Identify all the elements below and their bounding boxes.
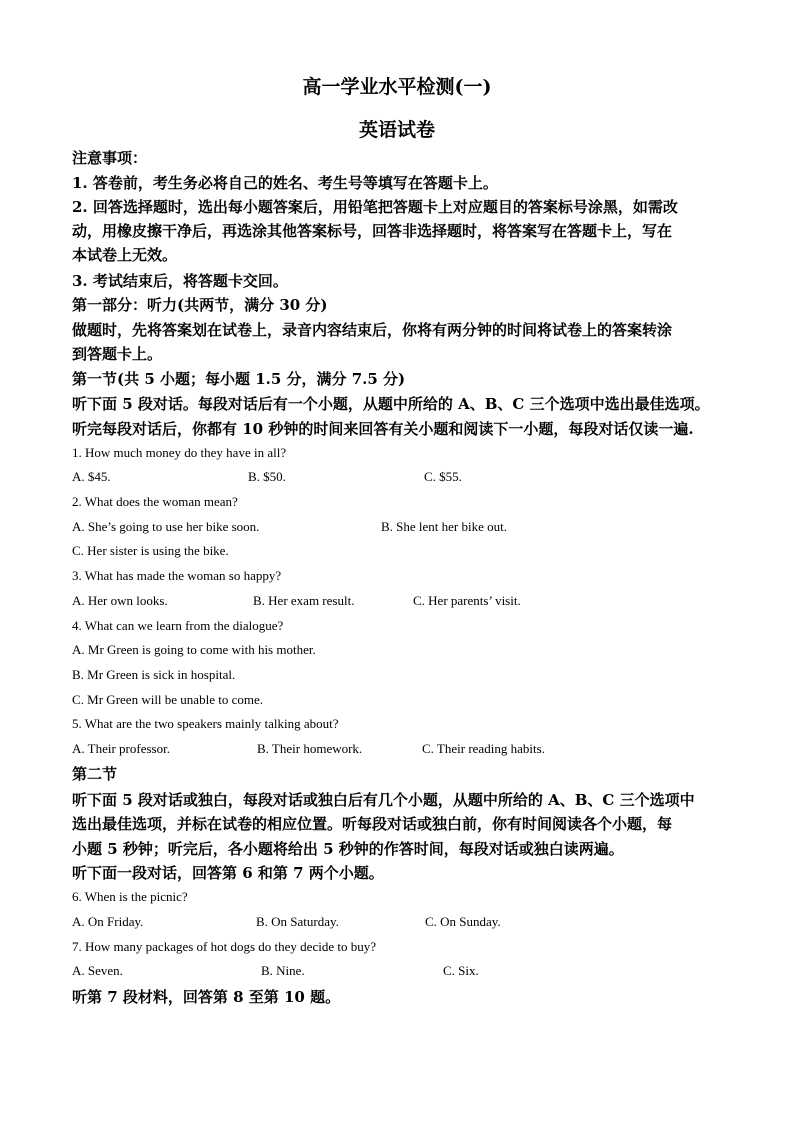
option-a: A. Her own looks.	[72, 593, 168, 608]
part1-instruction-line-1: 做题时，先将答案划在试卷上，录音内容结束后，你将有两分钟的时间将试卷上的答案转涂	[72, 321, 673, 339]
notes-item-1: 1. 答卷前，考生务必将自己的姓名、考生号等填写在答题卡上。	[72, 174, 498, 192]
option-b: B. Mr Green is sick in hospital.	[72, 667, 236, 682]
option-b: B. She lent her bike out.	[381, 519, 508, 534]
page-title: 高一学业水平检测(一)	[302, 76, 492, 98]
option-c: C. Her parents’ visit.	[413, 593, 521, 608]
notes-heading: 注意事项：	[72, 149, 148, 167]
option-b: B. Nine.	[261, 963, 305, 978]
section2-instruction-line-3: 小题 5 秒钟；听完后，各小题将给出 5 秒钟的作答时间，每段对话或独白读两遍。	[72, 840, 624, 858]
option-c: C. Mr Green will be unable to come.	[72, 692, 263, 707]
question-stem: 6. When is the picnic?	[72, 889, 188, 904]
option-b: B. Her exam result.	[253, 593, 355, 608]
option-c: C. $55.	[424, 469, 462, 484]
question-stem: 4. What can we learn from the dialogue?	[72, 618, 284, 633]
option-a: A. Mr Green is going to come with his mother.	[72, 642, 316, 657]
page-subtitle: 英语试卷	[358, 119, 435, 141]
material-7-heading: 听第 7 段材料，回答第 8 至第 10 题。	[72, 988, 341, 1006]
option-b: B. On Saturday.	[256, 914, 339, 929]
option-a: A. Their professor.	[72, 741, 170, 756]
option-b: B. $50.	[248, 469, 286, 484]
notes-item-2-line-2: 动，用橡皮擦干净后，再选涂其他答案标号，回答非选择题时，将答案写在答题卡上，写在	[72, 222, 673, 240]
option-c: C. On Sunday.	[425, 914, 501, 929]
question-stem: 2. What does the woman mean?	[72, 494, 238, 509]
option-a: A. $45.	[72, 469, 111, 484]
notes-item-3: 3. 考试结束后，将答题卡交回。	[72, 272, 288, 290]
option-a: A. She’s going to use her bike soon.	[72, 519, 260, 534]
question-stem: 1. How much money do they have in all?	[72, 445, 287, 460]
part1-instruction-line-2: 到答题卡上。	[72, 345, 163, 363]
section1-instruction-line-1: 听下面 5 段对话。每段对话后有一个小题，从题中所给的 A、B、C 三个选项中选出最佳选项。	[72, 395, 710, 413]
notes-item-2-line-3: 本试卷上无效。	[72, 246, 178, 264]
option-c: C. Their reading habits.	[422, 741, 545, 756]
section2-heading: 第二节	[72, 765, 118, 783]
question-stem: 5. What are the two speakers mainly talking about?	[72, 716, 339, 731]
dialogue-6-heading: 听下面一段对话，回答第 6 和第 7 两个小题。	[72, 864, 384, 882]
option-b: B. Their homework.	[257, 741, 363, 756]
option-a: A. Seven.	[72, 963, 123, 978]
section1-instruction-line-2: 听完每段对话后，你都有 10 秒钟的时间来回答有关小题和阅读下一小题，每段对话仅读一遍.	[72, 420, 694, 438]
question-stem: 7. How many packages of hot dogs do they decide to buy?	[72, 939, 376, 954]
option-a: A. On Friday.	[72, 914, 144, 929]
option-c: C. Her sister is using the bike.	[72, 543, 229, 558]
section1-heading: 第一节(共 5 小题；每小题 1.5 分，满分 7.5 分)	[72, 370, 406, 388]
section2-instruction-line-1: 听下面 5 段对话或独白，每段对话或独白后有几个小题，从题中所给的 A、B、C 三个选项中	[72, 791, 695, 809]
notes-item-2-line-1: 2. 回答选择题时，选出每小题答案后，用铅笔把答题卡上对应题目的答案标号涂黑，如需改	[72, 198, 678, 216]
option-c: C. Six.	[443, 963, 479, 978]
section2-instruction-line-2: 选出最佳选项，并标在试卷的相应位置。听每段对话或独白前，你有时间阅读各个小题，每	[72, 815, 673, 833]
question-stem: 3. What has made the woman so happy?	[72, 568, 282, 583]
part1-heading: 第一部分：听力(共两节，满分 30 分)	[72, 296, 328, 314]
